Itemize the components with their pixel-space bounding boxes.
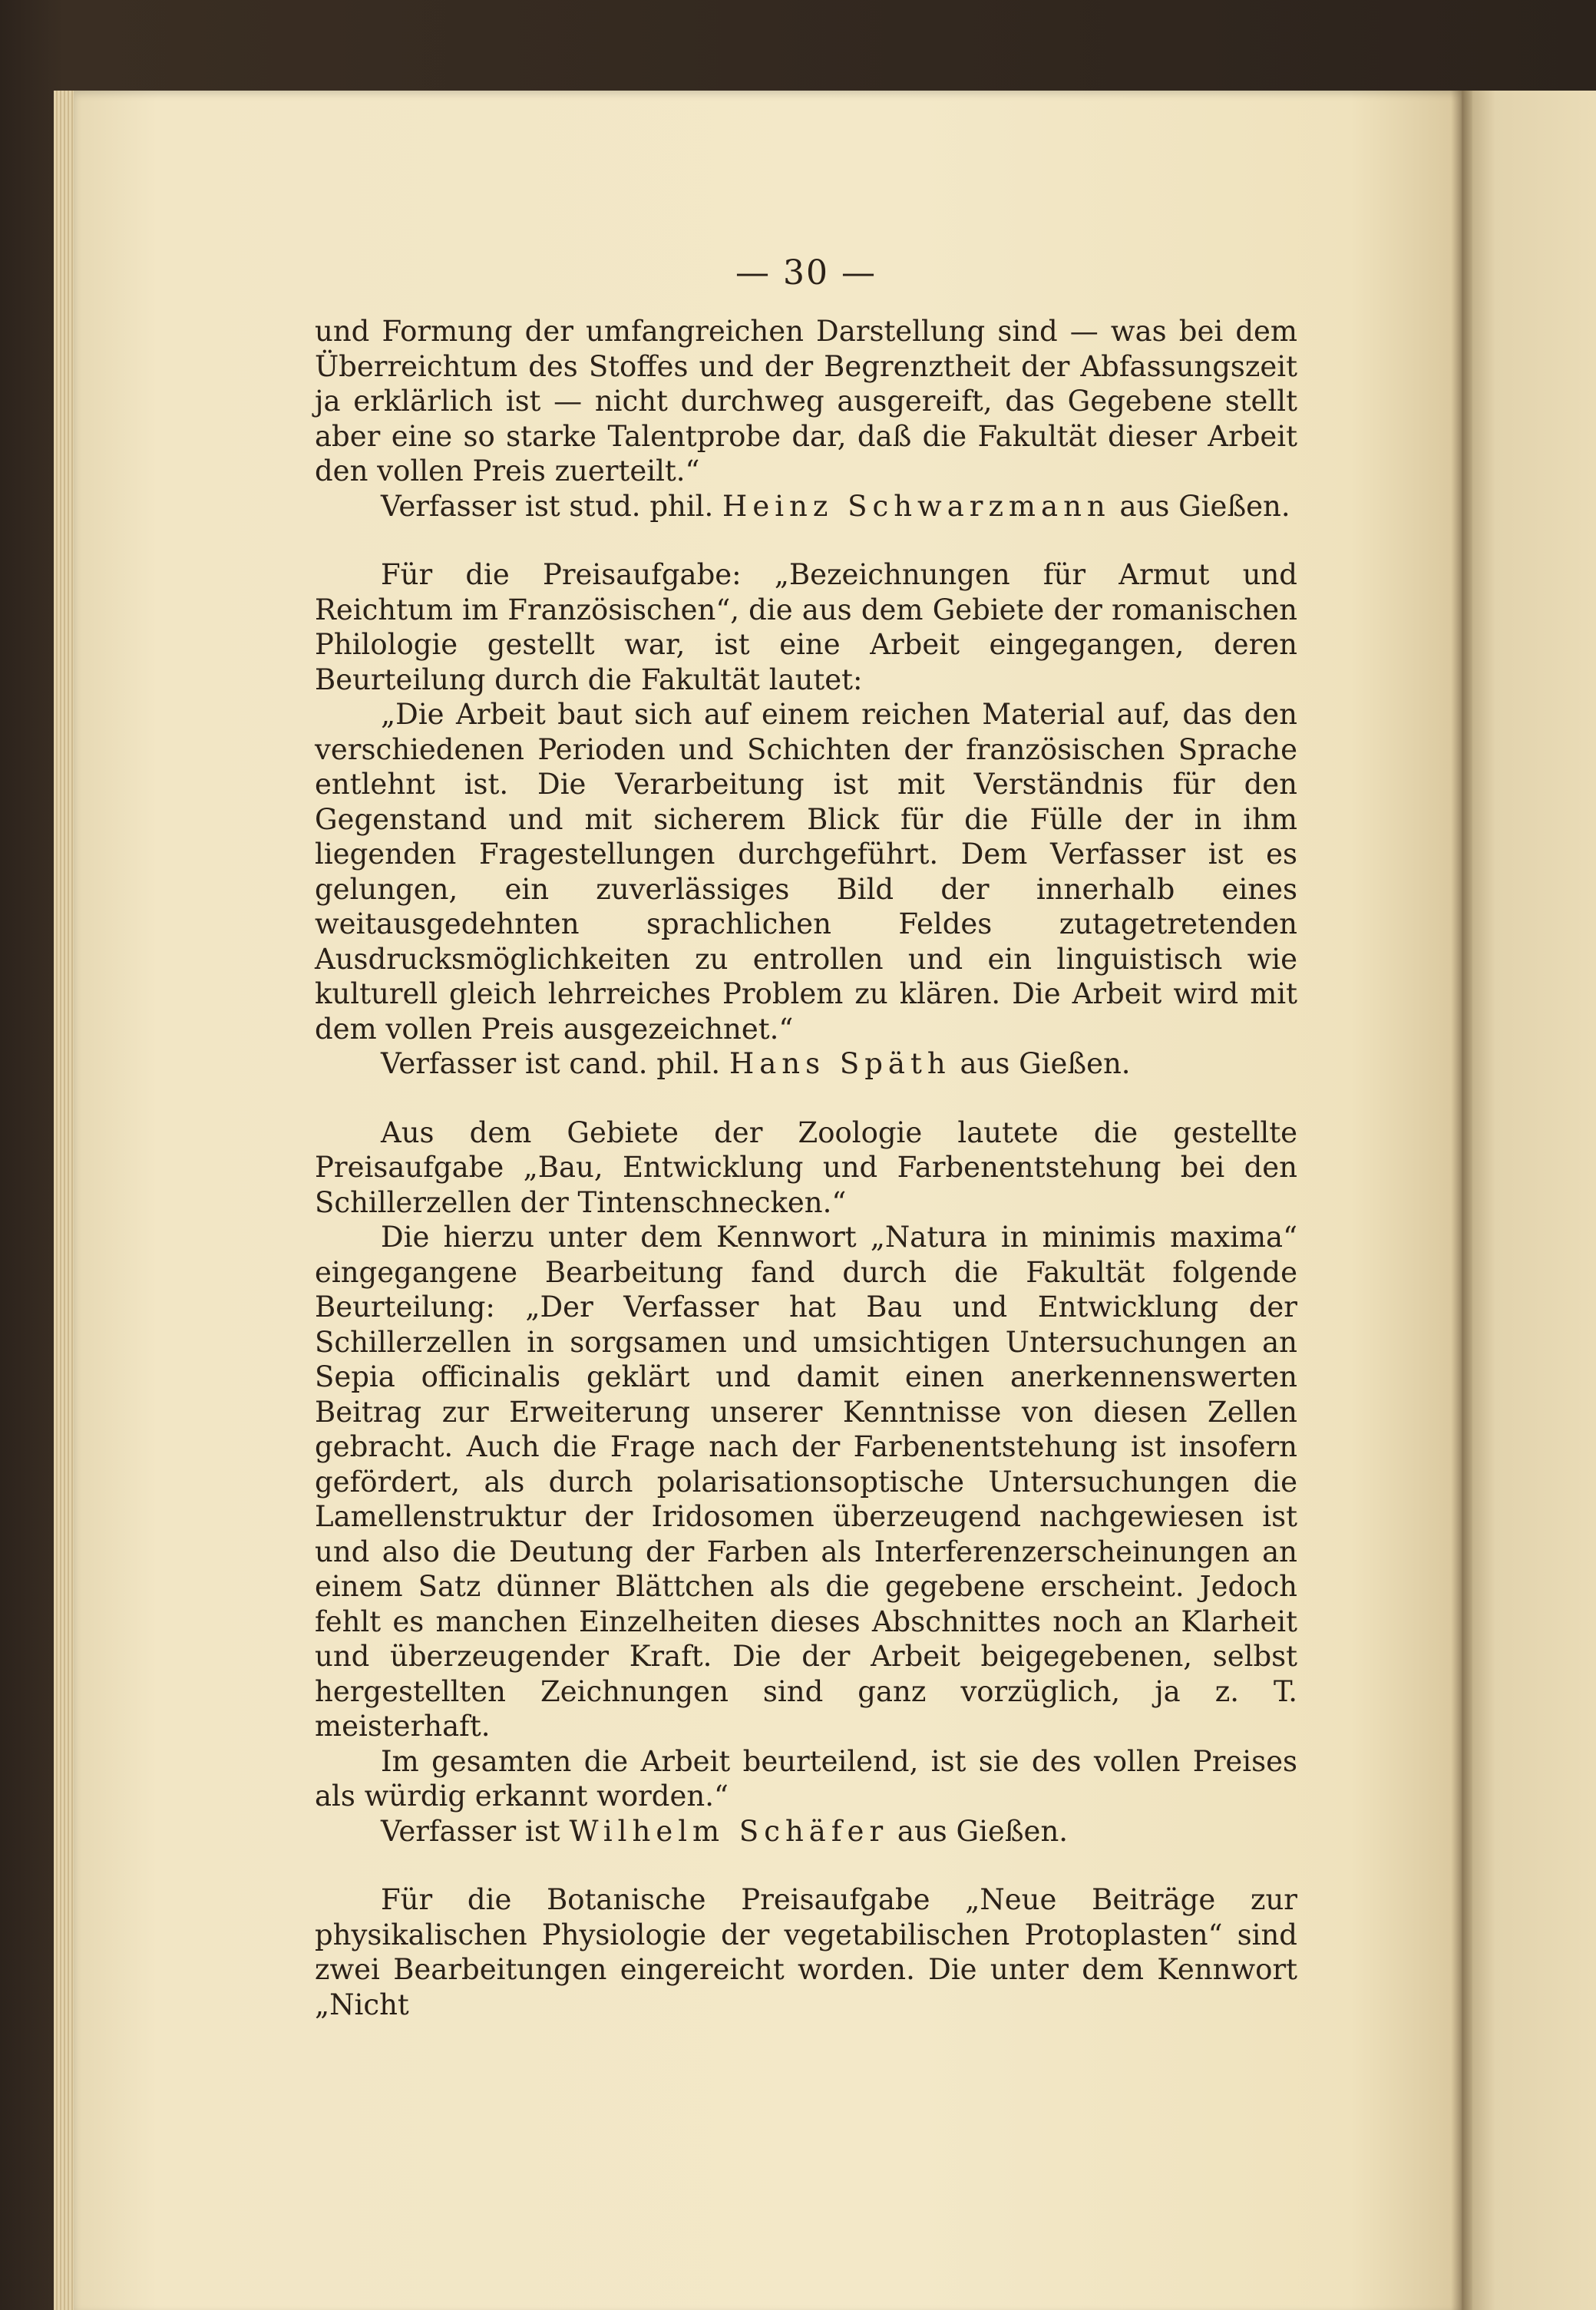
author-prefix: Verfasser ist stud. phil.: [381, 489, 714, 523]
section-gap: [315, 524, 1297, 557]
paragraph-continuation: und Formung der umfangreichen Darstellung sind — was bei dem Überreichtum des Stoffes und der Begrenztheit der Abfassungszeit ja erklärlich ist — nicht durchweg ausgereift, das Gegebene stellt aber eine so starke Talentprobe dar, daß die Fakultät dieser Arbeit den vollen Preis zuerteilt.“: [315, 315, 1297, 487]
paragraph-zoology-review: Die hierzu unter dem Kennwort „Natura in minimis maxima“ eingegangene Bearbeitung fand durch die Fakultät folgende Beurteilung: „Der Verfasser hat Bau und Entwicklung der Schillerzellen in sorgsamen und umsichtigen Untersuchungen an Sepia officinalis geklärt und damit einen anerkennenswerten Beitrag zur Erweiterung unserer Kenntnisse von diesen Zellen gebracht. Auch die Frage nach der Farbenentstehung ist insofern gefördert, als durch polarisationsoptische Untersuchungen die Lamellenstruktur der Iridosomen überzeugend nachgewiesen ist und also die Deutung der Farben als Interferenzerscheinungen an einem Satz dünner Blättchen als die gegebene erscheint. Jedoch fehlt es manchen Einzelheiten dieses Abschnittes noch an Klarheit und überzeugender Kraft. Die der Arbeit beigegebenen, selbst hergestellten Zeichnungen sind ganz vorzüglich, ja z. T. meisterhaft.: [315, 1221, 1297, 1743]
author-line-schaefer: [315, 1814, 1297, 1849]
book-gutter: [1451, 91, 1472, 2310]
paragraph-zoology-intro: Aus dem Gebiete der Zoologie lautete die gestellte Preisaufgabe „Bau, Entwicklung und Farbenentstehung bei den Schillerzellen der Tintenschnecken.“: [315, 1115, 1297, 1219]
author-prefix: Verfasser ist cand. phil.: [381, 1047, 721, 1080]
author-suffix: aus Gießen.: [960, 1047, 1131, 1080]
author-name: Wilhelm Schäfer: [569, 1814, 889, 1848]
author-prefix: Verfasser ist: [381, 1814, 560, 1848]
author-suffix: aus Gießen.: [1119, 489, 1290, 523]
paragraph-romanistik-intro: Für die Preisaufgabe: „Bezeichnungen für Armut und Reichtum im Französischen“, die aus dem Gebiete der romanischen Philologie gestellt war, ist eine Arbeit eingegangen, deren Beurteilung durch die Fakultät lautet:: [315, 558, 1297, 696]
next-page-edge: [1462, 91, 1596, 2310]
author-name: Hans Späth: [729, 1047, 951, 1080]
section-gap: [315, 1082, 1297, 1115]
paragraph-romanistik-review: „Die Arbeit baut sich auf einem reichen Material auf, das den verschiedenen Perioden und Schichten der französischen Sprache entlehnt ist. Die Verarbeitung ist mit Verständnis für den Gegenstand und mit sicherem Blick für die Fülle der in ihm liegenden Fragestellungen durchgeführt. Dem Verfasser ist es gelungen, ein zuverlässiges Bild der innerhalb eines weitausgedehnten sprachlichen Feldes zutagetretenden Ausdrucksmöglichkeiten zu entrollen und ein linguistisch wie kulturell gleich lehrreiches Problem zu klären. Die Arbeit wird mit dem vollen Preis ausgezeichnet.“: [315, 698, 1297, 1046]
paragraph-zoology-verdict: Im gesamten die Arbeit beurteilend, ist sie des vollen Preises als würdig erkannt worden.“: [315, 1744, 1297, 1813]
section-gap: [315, 1849, 1297, 1882]
page-number: — 30 —: [735, 253, 877, 292]
author-suffix: aus Gießen.: [897, 1814, 1069, 1848]
paragraph-botany-intro: Für die Botanische Preisaufgabe „Neue Beiträge zur physikalischen Physiologie der vegetabilischen Protoplasten“ sind zwei Bearbeitungen eingereicht worden. Die unter dem Kennwort „Nicht: [315, 1883, 1297, 2021]
page-content: [315, 253, 1297, 2022]
author-line-schwarzmann: [315, 489, 1297, 524]
author-name: Heinz Schwarzmann: [722, 489, 1111, 523]
author-line-spaeth: [315, 1046, 1297, 1082]
